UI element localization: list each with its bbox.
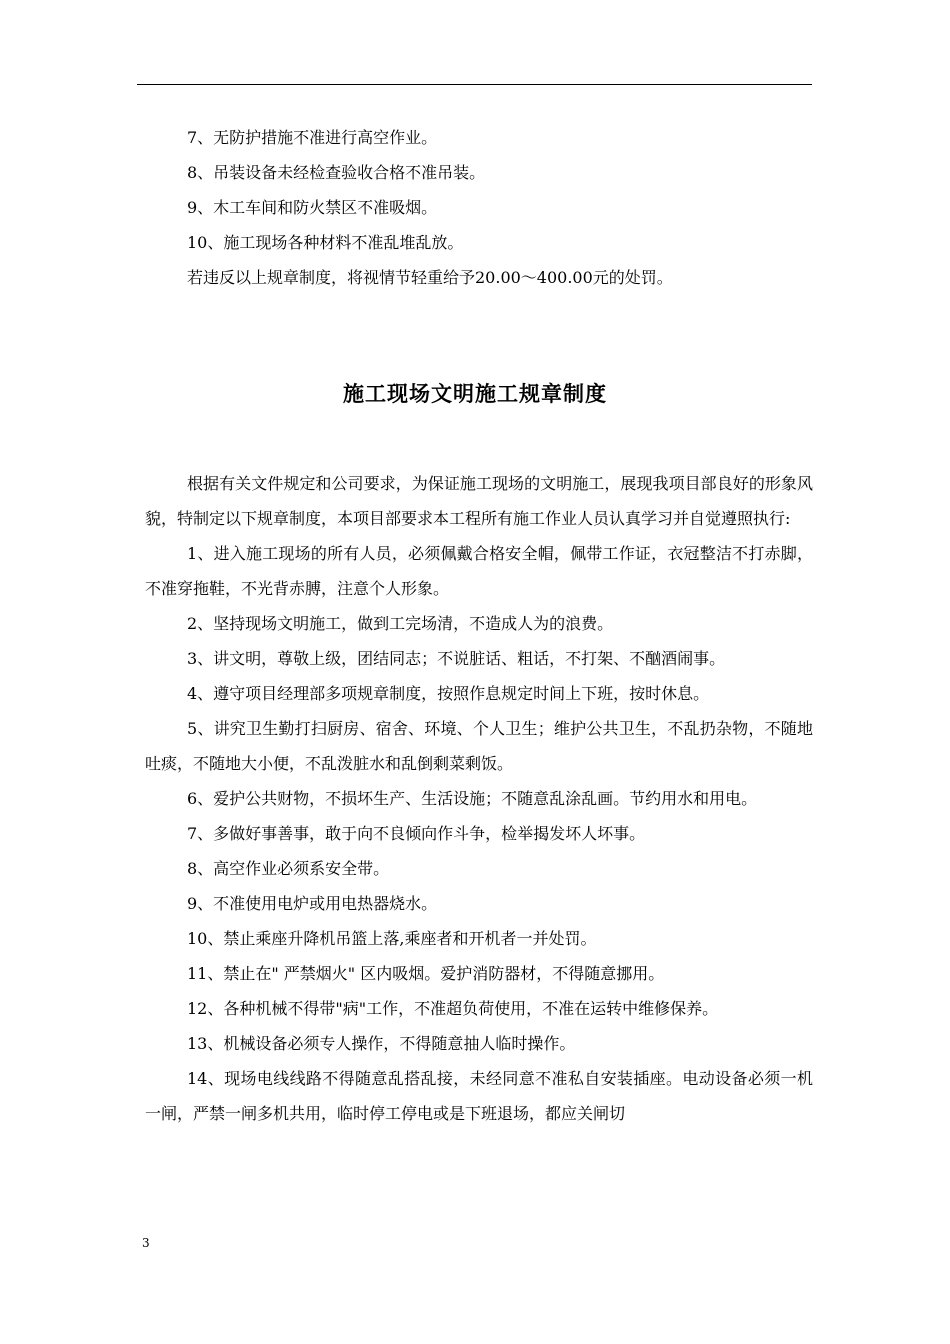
- list-item: 7、无防护措施不准进行高空作业。: [187, 128, 438, 147]
- rule-item: 9、不准使用电炉或用电热器烧水。: [187, 894, 438, 913]
- list-item: 9、木工车间和防火禁区不准吸烟。: [187, 198, 438, 217]
- section-body: [145, 466, 813, 1131]
- rule-item: 6、爱护公共财物，不损坏生产、生活设施；不随意乱涂乱画。节约用水和用电。: [187, 789, 758, 808]
- rule-item: 14、现场电线线路不得随意乱搭乱接，未经同意不准私自安装插座。电动设备必须一机一闸，严禁一闸多机共用，临时停工停电或是下班退场，都应关闸切: [145, 1069, 813, 1123]
- rule-item: 5、讲究卫生勤打扫厨房、宿舍、环境、个人卫生；维护公共卫生，不乱扔杂物，不随地吐痰，不随地大小便，不乱泼脏水和乱倒剩菜剩饭。: [145, 719, 813, 773]
- rule-item: 4、遵守项目经理部多项规章制度，按照作息规定时间上下班，按时休息。: [187, 684, 710, 703]
- penalty-note: 若违反以上规章制度，将视情节轻重给予20.00～400.00元的处罚。: [187, 268, 673, 287]
- header-rule: [137, 84, 812, 85]
- rule-item: 12、各种机械不得带"病"工作，不准超负荷使用，不准在运转中维修保养。: [187, 999, 719, 1018]
- rule-item: 11、禁止在" 严禁烟火" 区内吸烟。爱护消防器材，不得随意挪用。: [187, 964, 665, 983]
- list-item: 8、吊装设备未经检查验收合格不准吊装。: [187, 163, 486, 182]
- continued-rules-list: [145, 120, 813, 295]
- rule-item: 1、进入施工现场的所有人员，必须佩戴合格安全帽，佩带工作证，衣冠整洁不打赤脚，不准穿拖鞋，不光背赤膊，注意个人形象。: [145, 544, 813, 598]
- rule-item: 10、禁止乘座升降机吊篮上落,乘座者和开机者一并处罚。: [187, 929, 597, 948]
- rule-item: 8、高空作业必须系安全带。: [187, 859, 390, 878]
- rule-item: 2、坚持现场文明施工，做到工完场清，不造成人为的浪费。: [187, 614, 614, 633]
- page-number: 3: [142, 1236, 150, 1250]
- list-item: 10、施工现场各种材料不准乱堆乱放。: [187, 233, 464, 252]
- rule-item: 13、机械设备必须专人操作，不得随意抽人临时操作。: [187, 1034, 576, 1053]
- section-title: 施工现场文明施工规章制度: [343, 382, 607, 406]
- rule-item: 3、讲文明，尊敬上级，团结同志；不说脏话、粗话，不打架、不酗酒闹事。: [187, 649, 726, 668]
- intro-paragraph: 根据有关文件规定和公司要求，为保证施工现场的文明施工，展现我项目部良好的形象风貌，特制定以下规章制度，本项目部要求本工程所有施工作业人员认真学习并自觉遵照执行:: [145, 474, 813, 528]
- rule-item: 7、多做好事善事，敢于向不良倾向作斗争，检举揭发坏人坏事。: [187, 824, 646, 843]
